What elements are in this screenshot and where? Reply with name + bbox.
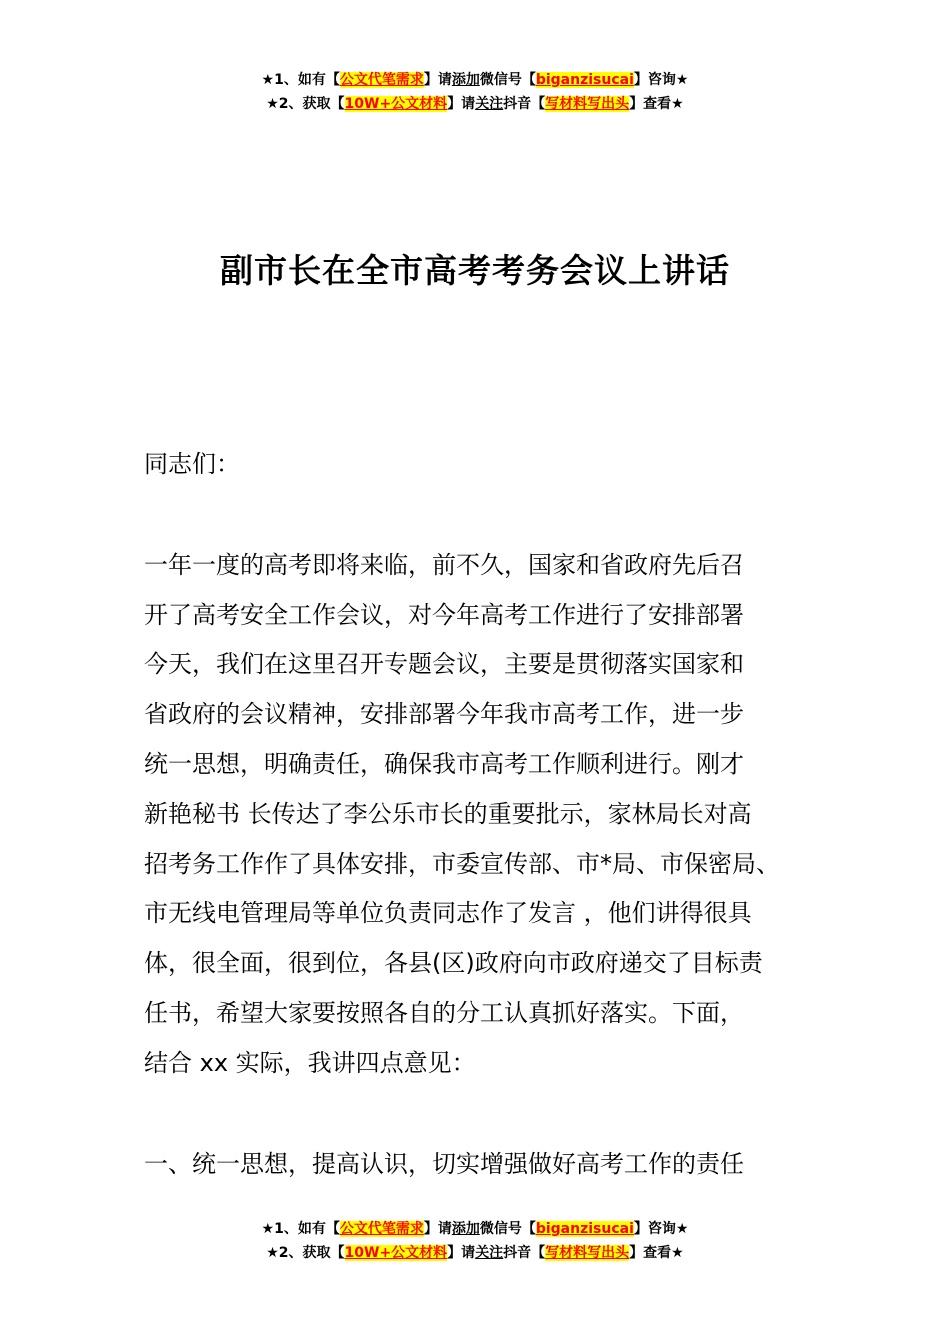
banner-text: 抖音【: [503, 1245, 546, 1261]
paragraph-line: 统一思想，明确责任，确保我市高考工作顺利进行。刚才: [144, 749, 744, 778]
paragraph-gap: [144, 1089, 834, 1140]
banner-text: ★2、获取【: [266, 1245, 345, 1261]
paragraph-1: [144, 541, 834, 1089]
paragraph-line: 市无线电管理局等单位负责同志作了发言 ，他们讲得很具: [144, 899, 752, 928]
banner-text: 微信号【: [479, 1221, 536, 1237]
banner-highlight: 写材料写出头: [545, 1245, 630, 1261]
section-heading-1: 一、统一思想，提高认识，切实增强做好高考工作的责任: [144, 1149, 744, 1178]
top-banner: [0, 68, 950, 116]
banner-text: ★1、如有【: [261, 1221, 340, 1237]
paragraph-line: 招考务工作作了具体安排，市委宣传部、市*局、市保密局、: [144, 849, 780, 878]
paragraph-line: 体，很全面，很到位，各县(区)政府向市政府递交了目标责: [144, 949, 763, 978]
paragraph-gap: [144, 490, 834, 541]
paragraph-line: 今天，我们在这里召开专题会议，主要是贯彻落实国家和: [144, 650, 744, 679]
document-body: [144, 440, 834, 1189]
paragraph-line: 新艳秘书 长传达了李公乐市长的重要批示，家林局长对高: [144, 799, 752, 828]
banner-text: 】咨询★: [633, 72, 689, 88]
banner-highlight: biganzisucai: [535, 72, 634, 88]
paragraph-line: 开了高考安全工作会议，对今年高考工作进行了安排部署: [144, 600, 744, 629]
document-title: 副市长在全市高考考务会议上讲话: [220, 251, 730, 290]
banner-text: 】请: [423, 72, 452, 88]
banner-emphasis: 添加: [451, 1221, 480, 1237]
banner-text: 抖音【: [503, 96, 546, 112]
paragraph-line: 一年一度的高考即将来临，前不久，国家和省政府先后召: [144, 550, 744, 579]
banner-emphasis: 关注: [475, 1245, 504, 1261]
banner-text: ★2、获取【: [266, 96, 345, 112]
banner-highlight: 10W+公文材料: [344, 1245, 448, 1261]
paragraph-line: 任书，希望大家要按照各自的分工认真抓好落实。下面，: [144, 998, 744, 1027]
banner-text: ★1、如有【: [261, 72, 340, 88]
banner-text: 】请: [423, 1221, 452, 1237]
banner-text: 】查看★: [629, 96, 684, 112]
banner-highlight: biganzisucai: [535, 1221, 634, 1237]
paragraph-line: 省政府的会议精神，安排部署今年我市高考工作，进一步: [144, 700, 744, 729]
banner-highlight: 公文代笔需求: [339, 1221, 424, 1237]
salutation: 同志们：: [144, 450, 240, 478]
banner-text: 】咨询★: [633, 1221, 689, 1237]
banner-line-2: [0, 1241, 950, 1265]
banner-highlight: 公文代笔需求: [339, 72, 424, 88]
banner-highlight: 写材料写出头: [545, 96, 630, 112]
paragraph-line: 结合 xx 实际，我讲四点意见：: [144, 1048, 476, 1077]
banner-line-1: [0, 1217, 950, 1241]
banner-text: 】请: [447, 96, 476, 112]
banner-line-1: [0, 68, 950, 92]
banner-text: 】请: [447, 1245, 476, 1261]
bottom-banner: [0, 1217, 950, 1265]
banner-line-2: [0, 92, 950, 116]
banner-emphasis: 添加: [451, 72, 480, 88]
banner-text: 微信号【: [479, 72, 536, 88]
banner-text: 】查看★: [629, 1245, 684, 1261]
banner-emphasis: 关注: [475, 96, 504, 112]
banner-highlight: 10W+公文材料: [344, 96, 448, 112]
